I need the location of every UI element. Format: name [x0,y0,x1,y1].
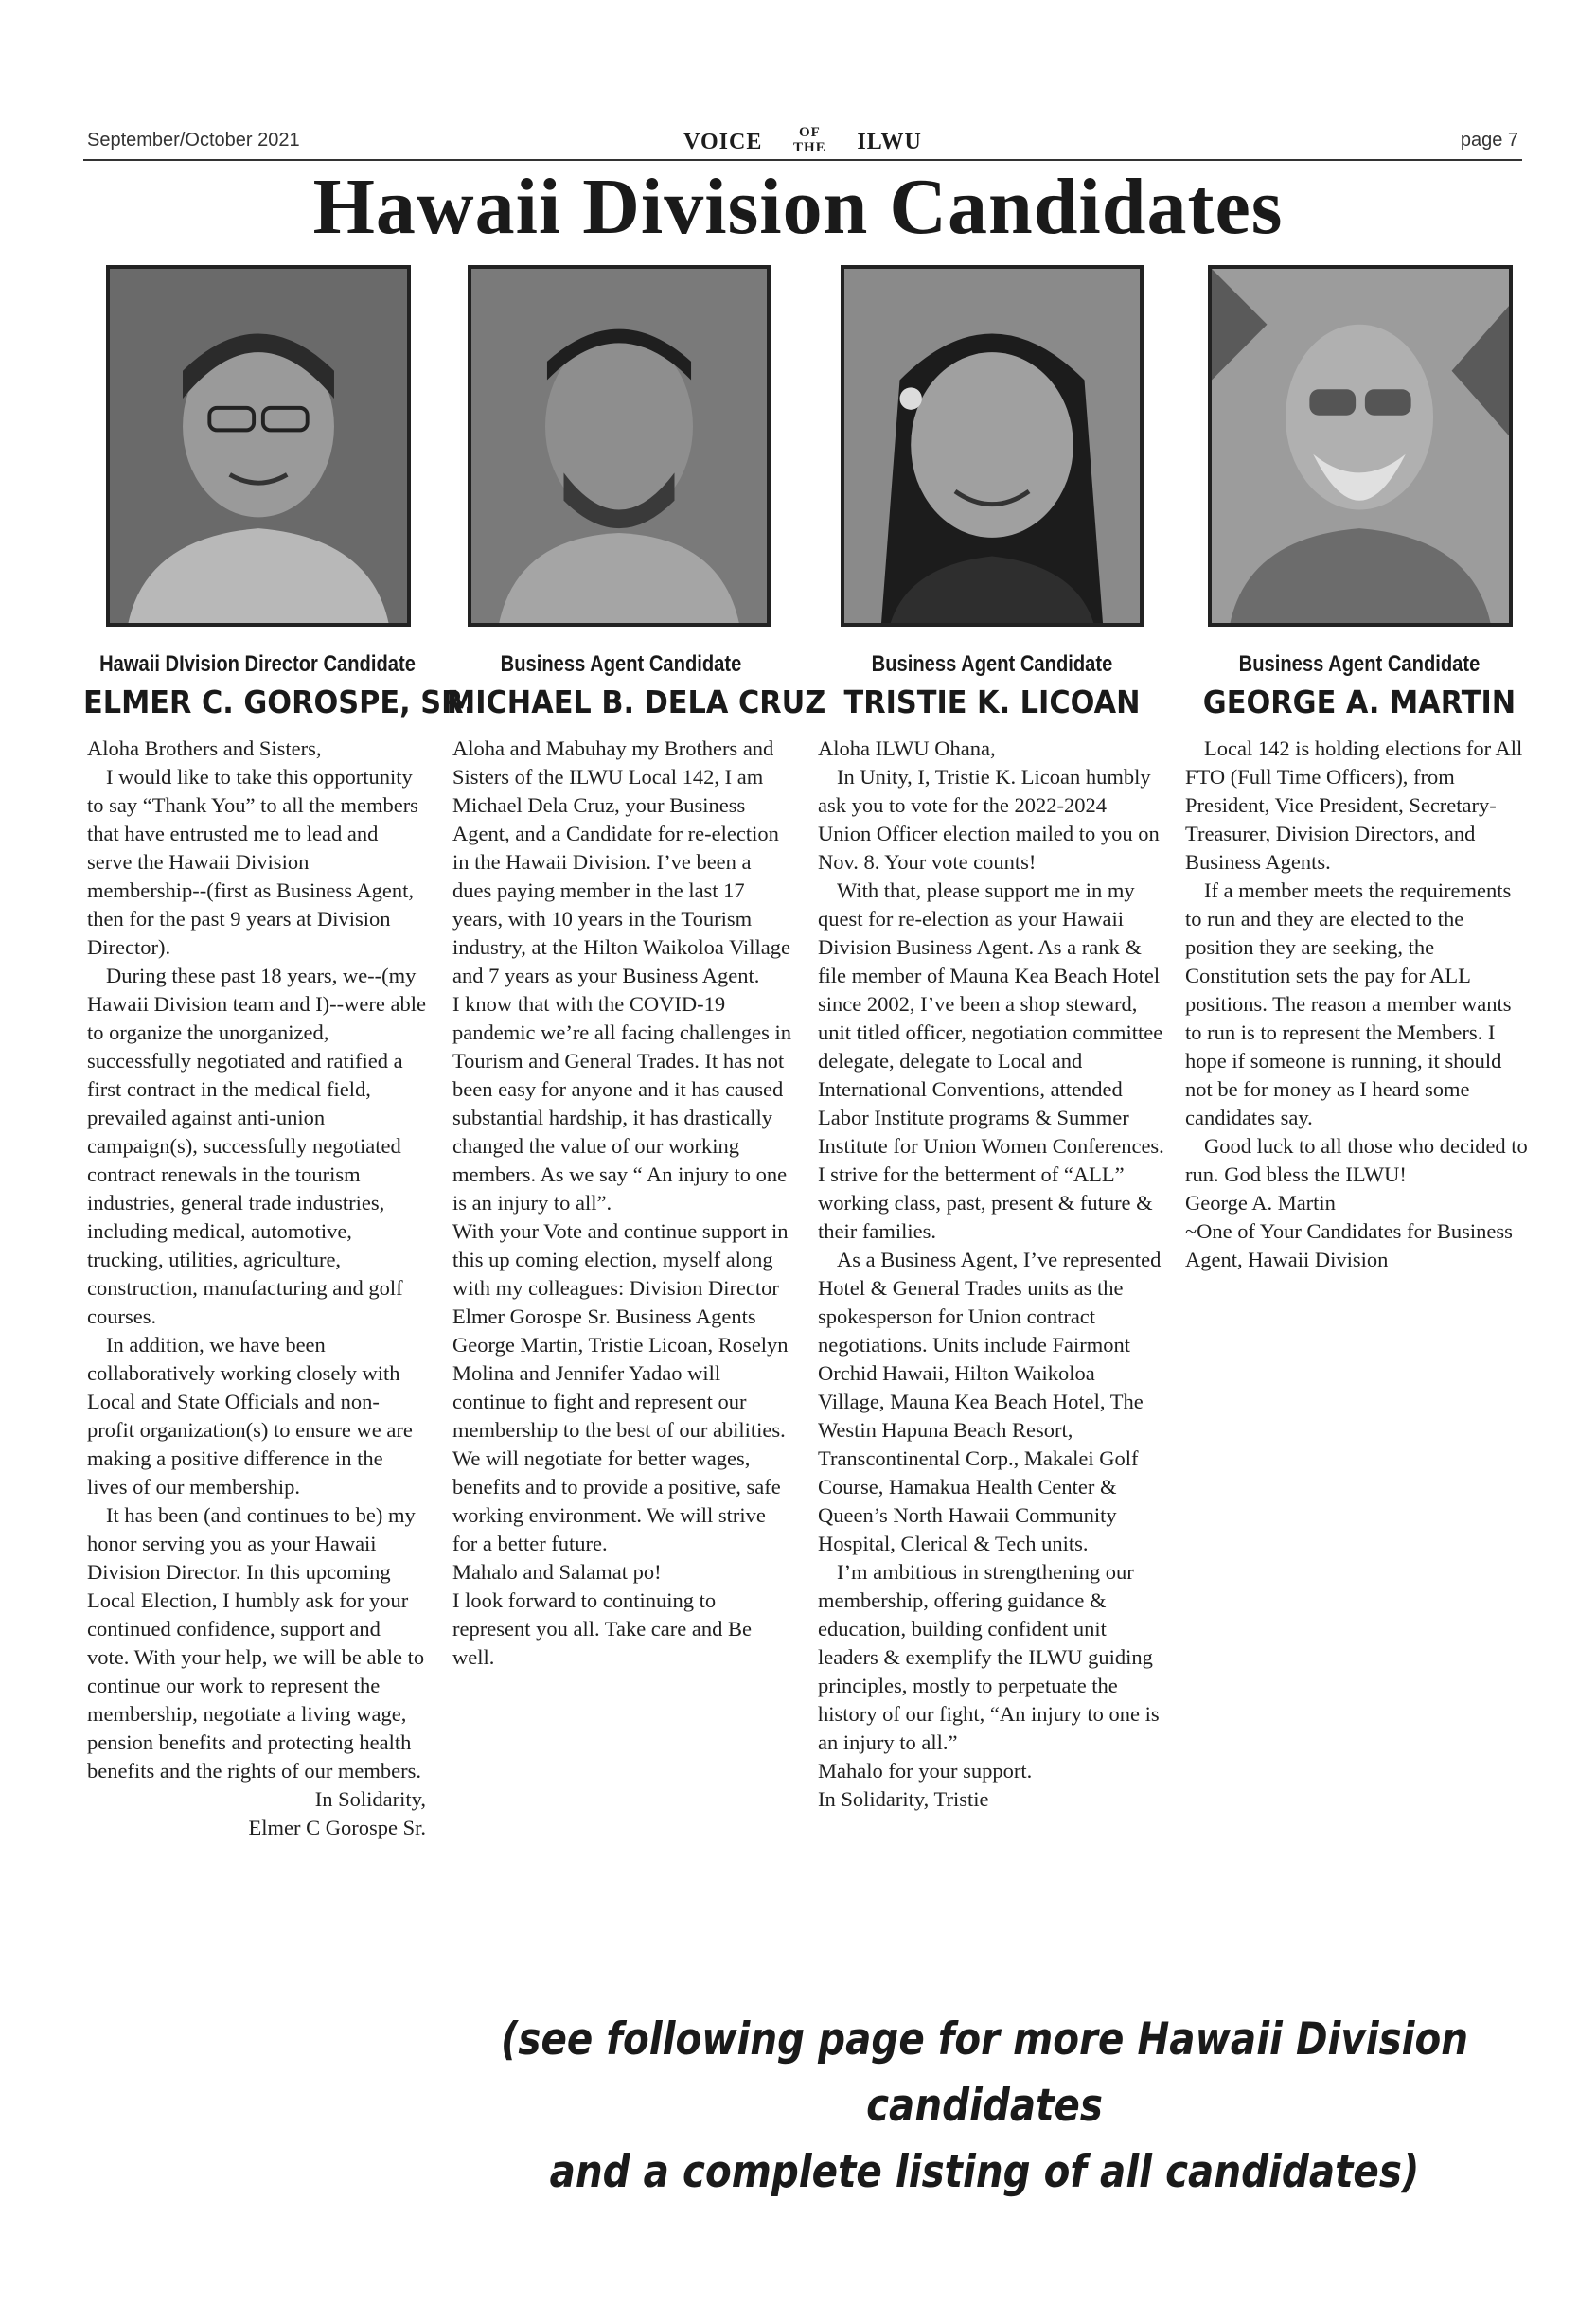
statement-paragraph: As a Business Agent, I’ve represented Hotel & General Trades units as the spokesperson for Union contract negotiations. Units include Fairmont Orchid Hawaii, Hilton Waikoloa Village, Mauna Kea Beach Hotel, The Westin Hapuna Beach Resort, Transcontinental Corp., Makalei Golf Course, Hamakua Health Center & Queen’s North Hawaii Community Hospital, Clerical & Tech units. [818,1248,1162,1555]
statement-paragraph: I’m ambitious in strengthening our membership, offering guidance & education, building confident unit leaders & exemplify the ILWU guiding principles, mostly to perpetuate the history of our fight, “An injury to one is an injury to all.” [818,1560,1160,1754]
candidate-name: TRISTIE K. LICOAN [843,683,1141,720]
candidate-name: ELMER C. GOROSPE, SR. [83,683,475,720]
statement-paragraph: Mahalo for your support. [818,1759,1033,1783]
statement-paragraph: George A. Martin [1185,1191,1336,1215]
statement-paragraph: With your Vote and continue support in this up coming election, myself along with my colleagues: Division Director Elmer Gorospe Sr. Business Agents George Martin, Tristie Licoan, Roselyn Molina and Jennifer Yadao will continue to fight and represent our membership to the best of our abilities. We will negotiate for better wages, benefits and to provide a positive, safe working environment. We will strive for a better future. [452,1219,789,1555]
statement-signature: Elmer C Gorospe Sr. [248,1816,426,1839]
masthead-of-the [767,125,852,155]
candidate-photo-licoan [841,265,1144,627]
statement-paragraph: During these past 18 years, we--(my Hawaii Division team and I)--were able to organize the unorganized, successfully negotiated and ratified a first contract in the medical field, prevailed against anti-union campaign(s), successfully negotiated contract renewals in the tourism industries, general trade industries, including medical, automotive, trucking, utilities, agriculture, construction, manufacturing and golf courses. [87,964,426,1328]
issue-date: September/October 2021 [87,130,300,151]
candidate-name: MICHAEL B. DELA CRUZ [447,683,826,720]
statement-paragraph: With that, please support me in my quest for re-election as your Hawaii Division Business Agent. As a rank & file member of Mauna Kea Beach Hotel since 2002, I’ve been a shop steward, unit titled officer, negotiation committee delegate, delegate to Local and International Conventions, attended Labor Institute programs & Summer Institute for Union Women Conferences. I strive for the betterment of “ALL” working class, past, present & future & their families. [818,878,1164,1243]
candidate-photo-martin [1208,265,1513,627]
statement-paragraph: In Unity, I, Tristie K. Licoan humbly ask you to vote for the 2022-2024 Union Officer election mailed to you on Nov. 8. Your vote counts! [818,765,1160,874]
masthead-of: OF [798,125,821,140]
candidate-role: Business Agent Candidate [1238,651,1481,677]
statement-paragraph: If a member meets the requirements to run and they are elected to the position they are seeking, the Constitution sets the pay for ALL positions. The reason a member wants to run is to represent the Members. I hope if someone is running, it should not be for money as I heard some candidates say. [1185,878,1512,1129]
masthead-ilwu: ILWU [857,130,922,154]
candidate-role: Business Agent Candidate [500,651,742,677]
candidate-heading-1 [68,651,475,720]
statement-paragraph: In Solidarity, Tristie [818,1787,989,1811]
continuation-note-line-2: and a complete listing of all candidates) [549,2146,1420,2198]
masthead-voice: VOICE [683,130,763,154]
candidate-heading-4 [1170,651,1549,720]
candidate-statement-martin [1185,735,1532,1274]
statement-paragraph: It has been (and continues to be) my honor serving you as your Hawaii Division Director. In this upcoming Local Election, I humbly ask for your continued confidence, support and vote. With your help, we will be able to continue our work to represent the membership, negotiate a living wage, pension benefits and protecting health benefits and the rights of our members. [87,1503,425,1783]
page-number: page 7 [1460,130,1518,151]
statement-paragraph: Mahalo and Salamat po! [452,1560,662,1584]
statement-paragraph: Aloha and Mabuhay my Brothers and Sisters of the ILWU Local 142, I am Michael Dela Cruz, your Business Agent, and a Candidate for re-election in the Hawaii Division. I’ve been a dues paying member in the last 17 years, with 10 years in the Tourism industry, at the Hilton Waikoloa Village and 7 years as your Business Agent. [452,736,790,987]
statement-paragraph: In addition, we have been collaboratively working closely with Local and State Officials and non-profit organization(s) to ensure we are making a positive difference in the lives of our membership. [87,1333,413,1499]
statement-paragraph: ~One of Your Candidates for Business Agent, Hawaii Division [1185,1219,1513,1271]
statement-paragraph: I look forward to continuing to represent you all. Take care and Be well. [452,1588,752,1669]
statement-paragraph: Aloha Brothers and Sisters, [87,736,322,760]
statement-paragraph: Aloha ILWU Ohana, [818,736,996,760]
statement-paragraph: Good luck to all those who decided to run. God bless the ILWU! [1185,1134,1528,1186]
candidate-role: Hawaii DIvision Director Candidate [99,651,416,677]
page-title: Hawaii Division Candidates [312,163,1284,251]
candidate-role: Business Agent Candidate [871,651,1113,677]
statement-closing: In Solidarity, [314,1787,426,1811]
candidate-heading-3 [803,651,1181,720]
candidate-photo-gorospe [106,265,411,627]
candidate-statement-delacruz [452,735,795,1672]
continuation-note [496,2007,1473,2206]
masthead [83,125,1522,155]
page-header [83,114,1522,161]
candidate-name: GEORGE A. MARTIN [1202,683,1516,720]
statement-paragraph: Local 142 is holding elections for All FTO (Full Time Officers), from President, Vice President, Secretary-Treasurer, Division Directors, and Business Agents. [1185,736,1523,874]
candidate-heading-2 [432,651,826,720]
candidate-statement-licoan [818,735,1164,1814]
candidate-statement-gorospe [87,735,426,1842]
statement-paragraph: I know that with the COVID-19 pandemic we’re all facing challenges in Tourism and General Trades. It has not been easy for anyone and it has caused substantial hardship, it has drastically changed the value of our working members. As we say “ An injury to one is an injury to all”. [452,992,791,1215]
candidate-photo-delacruz [468,265,771,627]
statement-paragraph: I would like to take this opportunity to say “Thank You” to all the members that have entrusted me to lead and serve the Hawaii Division membership--(first as Business Agent, then for the past 9 years at Division Director). [87,765,418,959]
masthead-the: THE [793,140,826,155]
continuation-note-line-1: (see following page for more Hawaii Division candidates [500,2013,1469,2132]
